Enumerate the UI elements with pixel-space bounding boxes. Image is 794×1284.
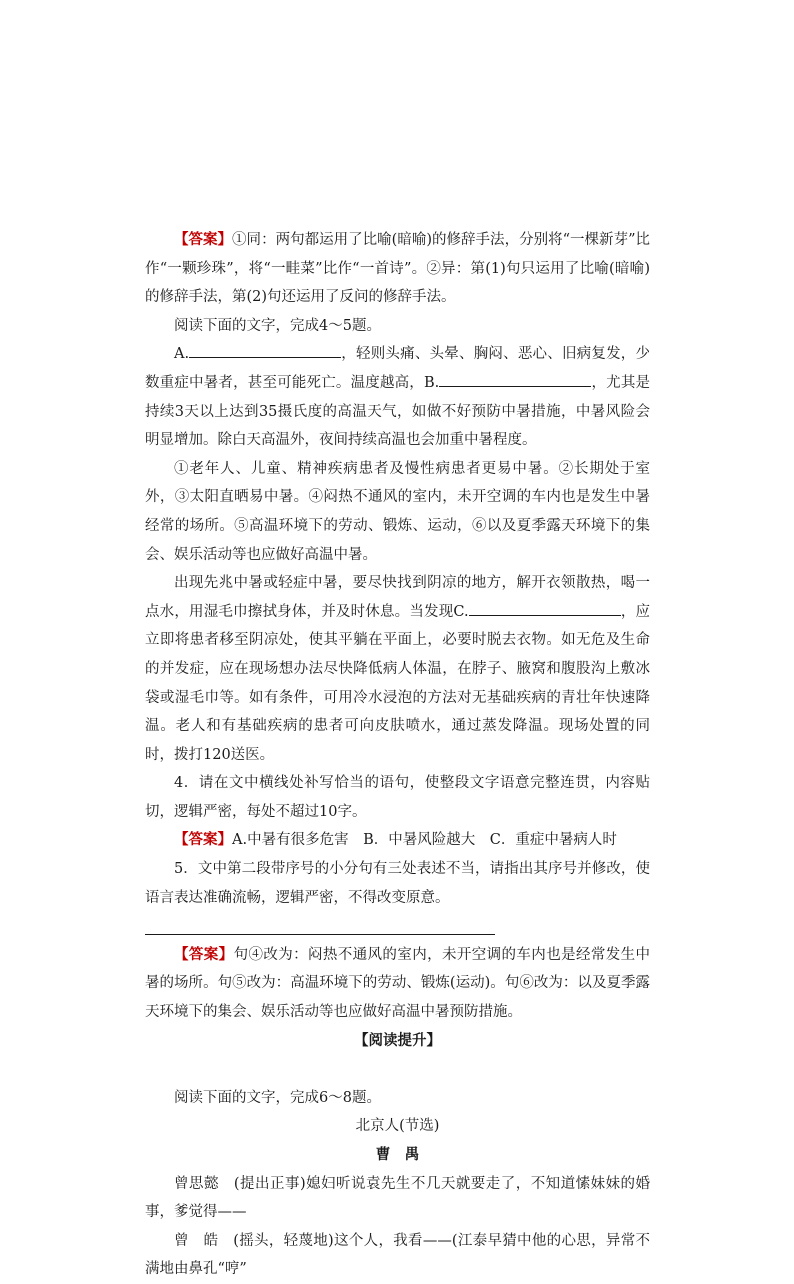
answer-1 bbox=[145, 226, 650, 312]
document-page bbox=[145, 226, 650, 1284]
dialogue-line bbox=[145, 1227, 650, 1284]
dialogue-text: (摇头，轻蔑地)这个人，我看——(江泰早猜中他的心思，异常不满地由鼻孔“哼” bbox=[145, 1232, 651, 1278]
spacer bbox=[145, 1055, 650, 1084]
speaker-name: 曾思懿 bbox=[174, 1175, 219, 1192]
answer-5 bbox=[145, 941, 650, 1027]
answer-tag: 【答案】 bbox=[174, 945, 234, 963]
play-author: 曹 禺 bbox=[375, 1146, 420, 1163]
blank-b bbox=[439, 372, 591, 387]
answer-4 bbox=[145, 826, 650, 855]
passage-text: ，尤其是持续3天以上达到35摄氏度的高温天气，如做不好预防中暑措施，中暑风险会明显增加。除白天高温外，夜间持续高温也会加重中暑程度。 bbox=[145, 374, 651, 449]
blank-a bbox=[189, 343, 341, 358]
intro-6-8: 阅读下面的文字，完成6～8题。 bbox=[174, 1089, 381, 1106]
answer-tag: 【答案】 bbox=[174, 231, 233, 248]
answer-text: 句④改为：闷热不通风的室内，未开空调的车内也是经常发生中暑的场所。句⑤改为：高温环境下的劳动、锻炼(运动)。句⑥改为：以及夏季露天环境下的集会、娱乐活动等也应做好高温中暑预防措施。 bbox=[145, 946, 651, 1021]
answer-text: A.中暑有很多危害 B．中暑风险越大 C．重症中暑病人时 bbox=[232, 832, 617, 849]
blank-c bbox=[469, 601, 621, 616]
passage-text: ，应立即将患者移至阴凉处，使其平躺在平面上，必要时脱去衣物。如无危及生命的并发症，应在现场想办法尽快降低病人体温，在脖子、腋窝和腹股沟上敷冰袋或湿毛巾等。如有条件，可用冷水浸泡的方法对无基础疾病的青壮年快速降温。老人和有基础疾病的患者可向皮肤喷水，通过蒸发降温。现场处置的同时，拨打120送医。 bbox=[145, 603, 650, 763]
blank-a-label: A. bbox=[174, 346, 190, 363]
section-title: 【阅读提升】 bbox=[354, 1031, 441, 1049]
answer-line bbox=[145, 912, 650, 941]
answer-text: ①同：两句都运用了比喻(暗喻)的修辞手法，分别将“一棵新芽”比作“一颗珍珠”，将“一畦菜”比作“一首诗”。②异：第(1)句只运用了比喻(暗喻)的修辞手法，第(2)句还运用了反问的修辞手法。 bbox=[145, 232, 651, 306]
passage-text: ，轻则头痛、头晕、胸闷、恶心、旧病复发，少数重症中暑者，甚至可能死亡。温度越高，B. bbox=[145, 346, 650, 391]
question-5: 5．文中第二段带序号的小分句有三处表述不当，请指出其序号并修改，使语言表达准确流畅，逻辑严密，不得改变原意。 bbox=[145, 861, 650, 906]
passage-paragraph-1 bbox=[145, 340, 650, 454]
passage-text: 出现先兆中暑或轻症中暑，要尽快找到阴凉的地方，解开衣领散热，喝一点水，用湿毛巾擦拭身体，并及时休息。当发现C. bbox=[145, 575, 650, 620]
intro-4-5: 阅读下面的文字，完成4～5题。 bbox=[174, 317, 381, 334]
passage-paragraph-2: ①老年人、儿童、精神疾病患者及慢性病患者更易中暑。②长期处于室外，③太阳直晒易中暑。④闷热不通风的室内，未开空调的车内也是发生中暑经常的场所。⑤高温环境下的劳动、锻炼、运动，⑥以及夏季露天环境下的集会、娱乐活动等也应做好高温中暑。 bbox=[145, 460, 650, 563]
question-4: 4．请在文中横线处补写恰当的语句，使整段文字语意完整连贯，内容贴切，逻辑严密，每处不超过10字。 bbox=[145, 775, 650, 820]
play-title: 北京人(节选) bbox=[355, 1118, 440, 1135]
answer-tag: 【答案】 bbox=[174, 831, 232, 849]
passage-paragraph-3 bbox=[145, 569, 650, 769]
dialogue-text: (提出正事)媳妇听说袁先生不几天就要走了，不知道愫妹妹的婚事，爹觉得—— bbox=[145, 1175, 651, 1221]
speaker-name: 曾 皓 bbox=[174, 1232, 219, 1249]
dialogue-line bbox=[145, 1170, 650, 1227]
